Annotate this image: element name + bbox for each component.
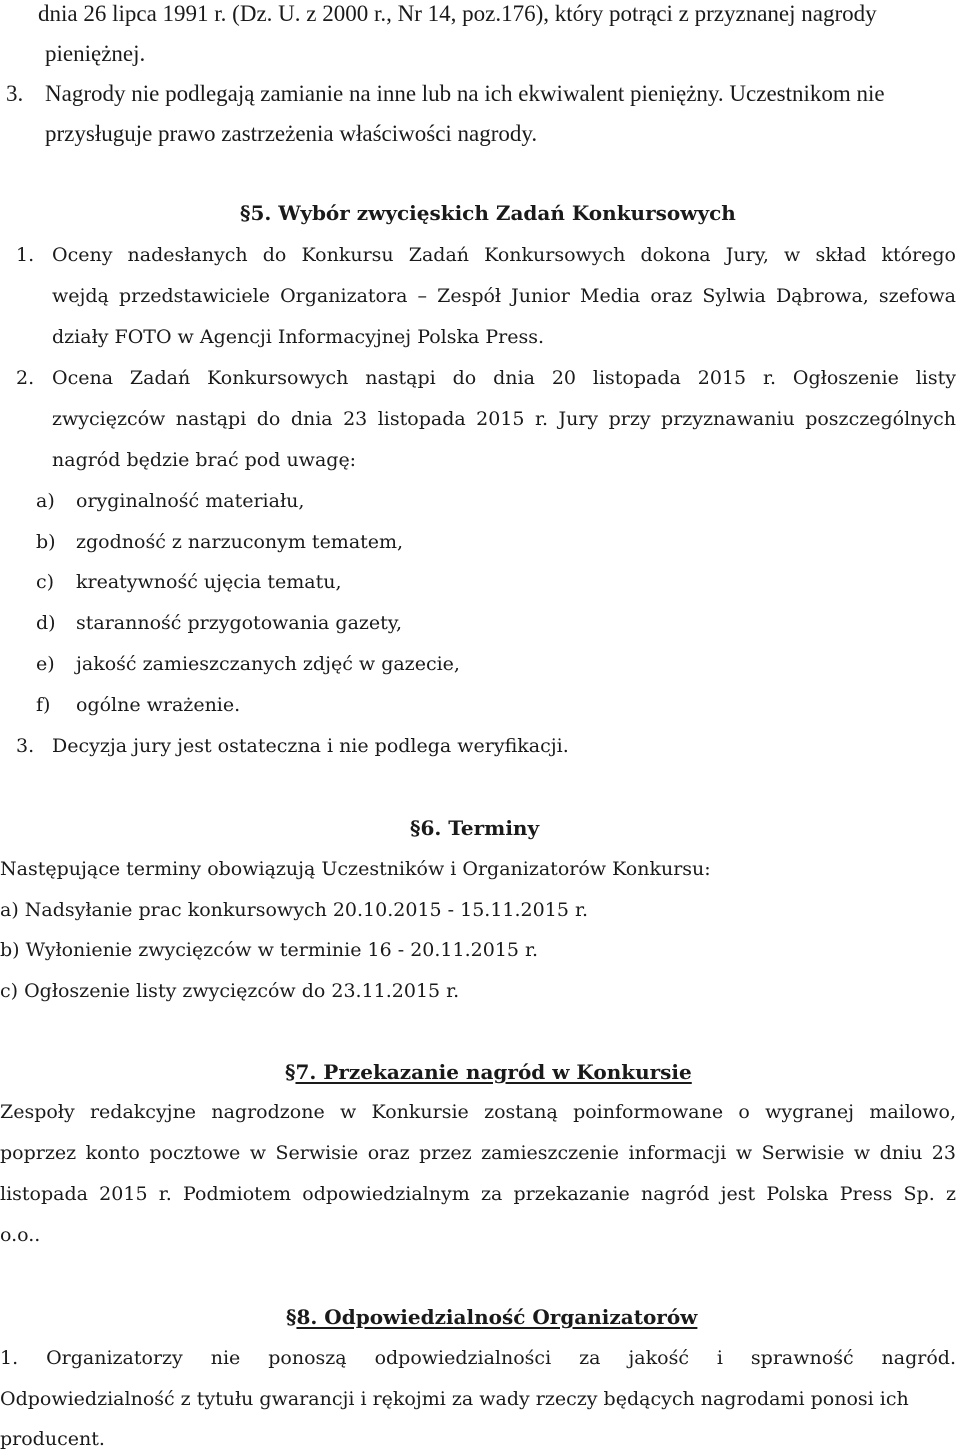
paragraph-line: Nagrody nie podlegają zamianie na inne lub na ich ekwiwalent pieniężny. Uczestnikom nie [45,81,885,106]
term-item: a) Nadsyłanie prac konkursowych 20.10.2015 - 15.11.2015 r. [0,899,588,921]
paragraph-line: Ocena Zadań Konkursowych nastąpi do dnia 20 listopada 2015 r. Ogłoszenie listy [52,367,956,389]
paragraph-line: Następujące terminy obowiązują Uczestników i Organizatorów Konkursu: [0,858,711,880]
paragraph-line: Decyzja jury jest ostateczna i nie podlega weryfikacji. [52,735,569,757]
paragraph-line: przysługuje prawo zastrzeżenia właściwości nagrody. [45,121,538,146]
section-heading [285,1062,692,1082]
paragraph-line: Oceny nadesłanych do Konkursu Zadań Konkursowych dokona Jury, w skład którego [52,244,956,266]
paragraph-line: poprzez konto pocztowe w Serwisie oraz przez zamieszczenie informacji w Serwisie w dniu 23 [0,1142,956,1164]
term-item: b) Wyłonienie zwycięzców w terminie 16 - 20.11.2015 r. [0,939,539,961]
list-number: 1. [16,244,35,266]
section-heading [286,1307,697,1327]
section-sign: § [286,1305,297,1329]
paragraph-line: wejdą przedstawiciele Organizatora – Zespół Junior Media oraz Sylwia Dąbrowa, szefowa [52,285,956,307]
paragraph-line: listopada 2015 r. Podmiotem odpowiedzialnym za przekazanie nagród jest Polska Press Sp. z [0,1183,956,1205]
term-item: c) Ogłoszenie listy zwycięzców do 23.11.2015 r. [0,980,460,1002]
paragraph-line: producent. [0,1428,105,1450]
criteria-text: staranność przygotowania gazety, [76,612,403,634]
section-title: 6. Terminy [420,816,540,840]
section-heading: §5. Wybór zwycięskich Zadań Konkursowych [240,201,736,225]
criteria-letter: b) [36,531,56,553]
paragraph-line: 1. Organizatorzy nie ponoszą odpowiedzialności za jakość i sprawność nagród. [0,1347,956,1369]
criteria-letter: e) [36,653,55,675]
paragraph-line: dnia 26 lipca 1991 r. (Dz. U. z 2000 r., Nr 14, poz.176), który potrąci z przyznanej nagrody [38,1,877,26]
criteria-text: jakość zamieszczanych zdjęć w gazecie, [76,653,460,675]
criteria-text: ogólne wrażenie. [76,694,241,716]
paragraph-line: Odpowiedzialność z tytułu gwarancji i rękojmi za wady rzeczy będących nagrodami ponosi ich [0,1388,909,1410]
paragraph-line: Zespoły redakcyjne nagrodzone w Konkursie zostaną poinformowane o wygranej mailowo, [0,1101,956,1123]
criteria-letter: f) [36,694,51,716]
section-heading [410,818,539,838]
criteria-letter: c) [36,571,55,593]
criteria-letter: a) [36,490,55,512]
list-number: 3. [6,81,24,106]
paragraph-line: pieniężnej. [45,41,146,66]
section-sign: § [410,816,421,840]
list-number: 3. [16,735,35,757]
section-sign: § [285,1060,296,1084]
paragraph-line: działy FOTO w Agencji Informacyjnej Polska Press. [52,326,545,348]
criteria-text: oryginalność materiału, [76,490,305,512]
paragraph-line: zwycięzców nastąpi do dnia 23 listopada 2015 r. Jury przy przyznawaniu poszczególnych [52,408,956,430]
section-title: 8. Odpowiedzialność Organizatorów [296,1305,698,1329]
list-number: 2. [16,367,35,389]
paragraph-line: o.o.. [0,1224,41,1246]
section-title: 7. Przekazanie nagród w Konkursie [295,1060,692,1084]
criteria-text: kreatywność ujęcia tematu, [76,571,342,593]
paragraph-line: nagród będzie brać pod uwagę: [52,449,357,471]
criteria-text: zgodność z narzuconym tematem, [76,531,404,553]
criteria-letter: d) [36,612,56,634]
